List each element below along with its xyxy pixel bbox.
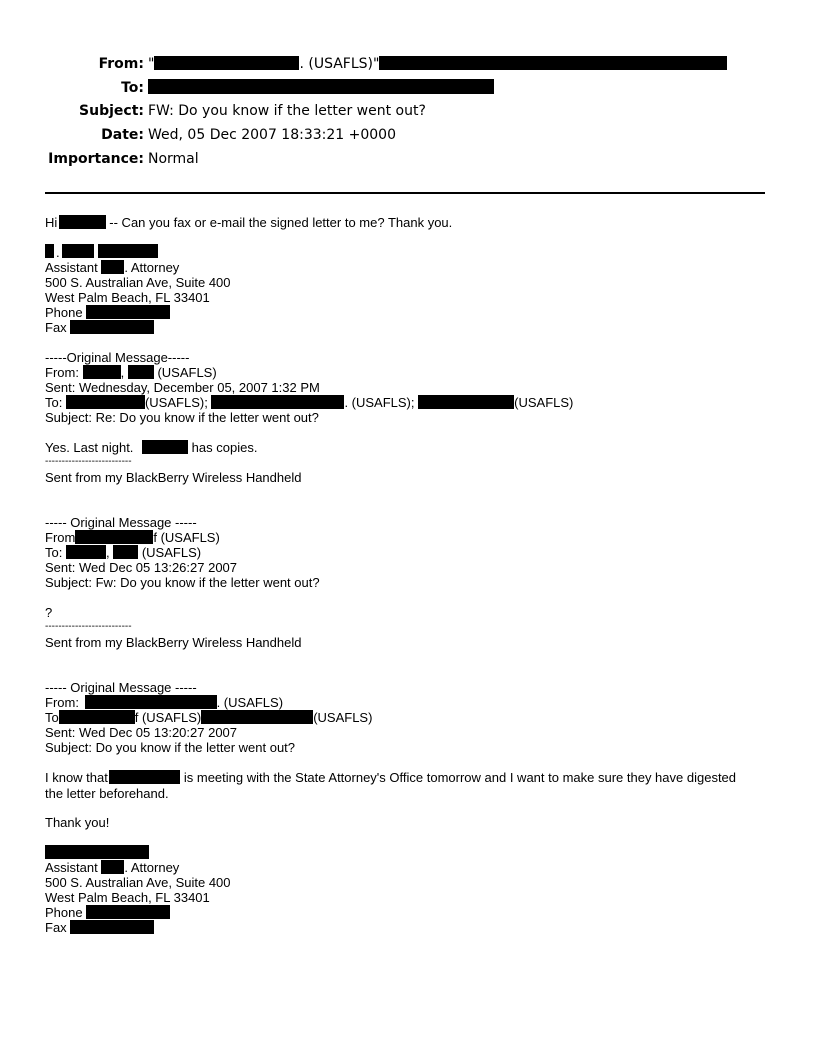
redaction-block xyxy=(86,905,170,919)
sig2-address-1: 500 S. Australian Ave, Suite 400 xyxy=(45,875,231,890)
sig1-phone: Phone xyxy=(45,305,170,320)
redaction-block xyxy=(113,545,138,559)
redaction-block xyxy=(101,260,124,274)
redaction-block xyxy=(211,395,344,409)
message2-subject: Subject: Fw: Do you know if the letter went out? xyxy=(45,575,320,590)
redaction-block xyxy=(59,215,106,229)
redaction-block xyxy=(66,545,106,559)
redaction-block xyxy=(45,244,54,258)
redaction-block xyxy=(142,440,188,454)
message3-thanks: Thank you! xyxy=(45,815,110,830)
message2-separator: ----- Original Message ----- xyxy=(45,515,197,530)
message2-from: From f (USAFLS) xyxy=(45,530,220,545)
redaction-block xyxy=(85,695,217,709)
message3-from: From: . (USAFLS) xyxy=(45,695,284,710)
to-label: To: xyxy=(121,80,144,96)
redaction-block xyxy=(83,365,121,379)
date-label: Date: xyxy=(101,127,144,143)
redaction-block xyxy=(101,860,124,874)
redaction-block xyxy=(75,530,153,544)
sig2-phone: Phone xyxy=(45,905,170,920)
from-label: From: xyxy=(98,56,144,72)
message1-separator: -----Original Message----- xyxy=(45,350,190,365)
redaction-block xyxy=(59,710,135,724)
redaction-block xyxy=(70,920,154,934)
greeting-line: Hi -- Can you fax or e-mail the signed letter to me? Thank you. xyxy=(45,215,453,230)
subject-label: Subject: xyxy=(79,103,144,119)
message1-to: To: (USAFLS); . (USAFLS); (USAFLS) xyxy=(45,395,574,410)
message1-blackberry-sig: Sent from my BlackBerry Wireless Handheld xyxy=(45,470,302,485)
message1-sent: Sent: Wednesday, December 05, 2007 1:32 PM xyxy=(45,380,320,395)
message3-separator: ----- Original Message ----- xyxy=(45,680,197,695)
subject-value: FW: Do you know if the letter went out? xyxy=(148,103,426,119)
message1-subject: Subject: Re: Do you know if the letter went out? xyxy=(45,410,319,425)
sig1-dot: . xyxy=(56,245,60,260)
redaction-block xyxy=(379,56,727,70)
message2-sent: Sent: Wed Dec 05 13:26:27 2007 xyxy=(45,560,238,575)
header-divider xyxy=(45,192,765,194)
redaction-block xyxy=(45,845,149,859)
redaction-block xyxy=(148,79,494,94)
message3-subject: Subject: Do you know if the letter went out? xyxy=(45,740,296,755)
sig1-fax: Fax xyxy=(45,320,154,335)
message3-to: To f (USAFLS) (USAFLS) xyxy=(45,710,373,725)
message2-body: ? xyxy=(45,605,53,620)
message3-body-line2: the letter beforehand. xyxy=(45,786,169,801)
message1-body: Yes. Last night. has copies. xyxy=(45,440,258,455)
importance-value: Normal xyxy=(148,151,199,167)
message2-dashes: -------------------------- xyxy=(45,621,132,632)
sig2-fax: Fax xyxy=(45,920,154,935)
message2-blackberry-sig: Sent from my BlackBerry Wireless Handheld xyxy=(45,635,302,650)
from-value: " . (USAFLS)" xyxy=(148,55,727,73)
sig1-title: Assistant . Attorney xyxy=(45,260,180,275)
to-value xyxy=(148,79,494,97)
message3-sent: Sent: Wed Dec 05 13:20:27 2007 xyxy=(45,725,238,740)
redaction-block xyxy=(154,56,299,70)
importance-label: Importance: xyxy=(48,151,144,167)
message1-dashes: -------------------------- xyxy=(45,456,132,467)
date-value: Wed, 05 Dec 2007 18:33:21 +0000 xyxy=(148,127,396,143)
redaction-block xyxy=(109,770,180,784)
sig2-title: Assistant . Attorney xyxy=(45,860,180,875)
message2-to: To: , (USAFLS) xyxy=(45,545,202,560)
redaction-block xyxy=(98,244,158,258)
redaction-block xyxy=(62,244,94,258)
redaction-block xyxy=(201,710,313,724)
message1-from: From: , (USAFLS) xyxy=(45,365,217,380)
sig2-address-2: West Palm Beach, FL 33401 xyxy=(45,890,210,905)
redaction-block xyxy=(66,395,145,409)
message3-body-line1: I know that is meeting with the State Attorney's Office tomorrow and I want to make sure they have digested xyxy=(45,770,737,785)
redaction-block xyxy=(70,320,154,334)
redaction-block xyxy=(128,365,154,379)
redaction-block xyxy=(418,395,514,409)
redaction-block xyxy=(86,305,170,319)
sig1-address-1: 500 S. Australian Ave, Suite 400 xyxy=(45,275,231,290)
sig1-address-2: West Palm Beach, FL 33401 xyxy=(45,290,210,305)
